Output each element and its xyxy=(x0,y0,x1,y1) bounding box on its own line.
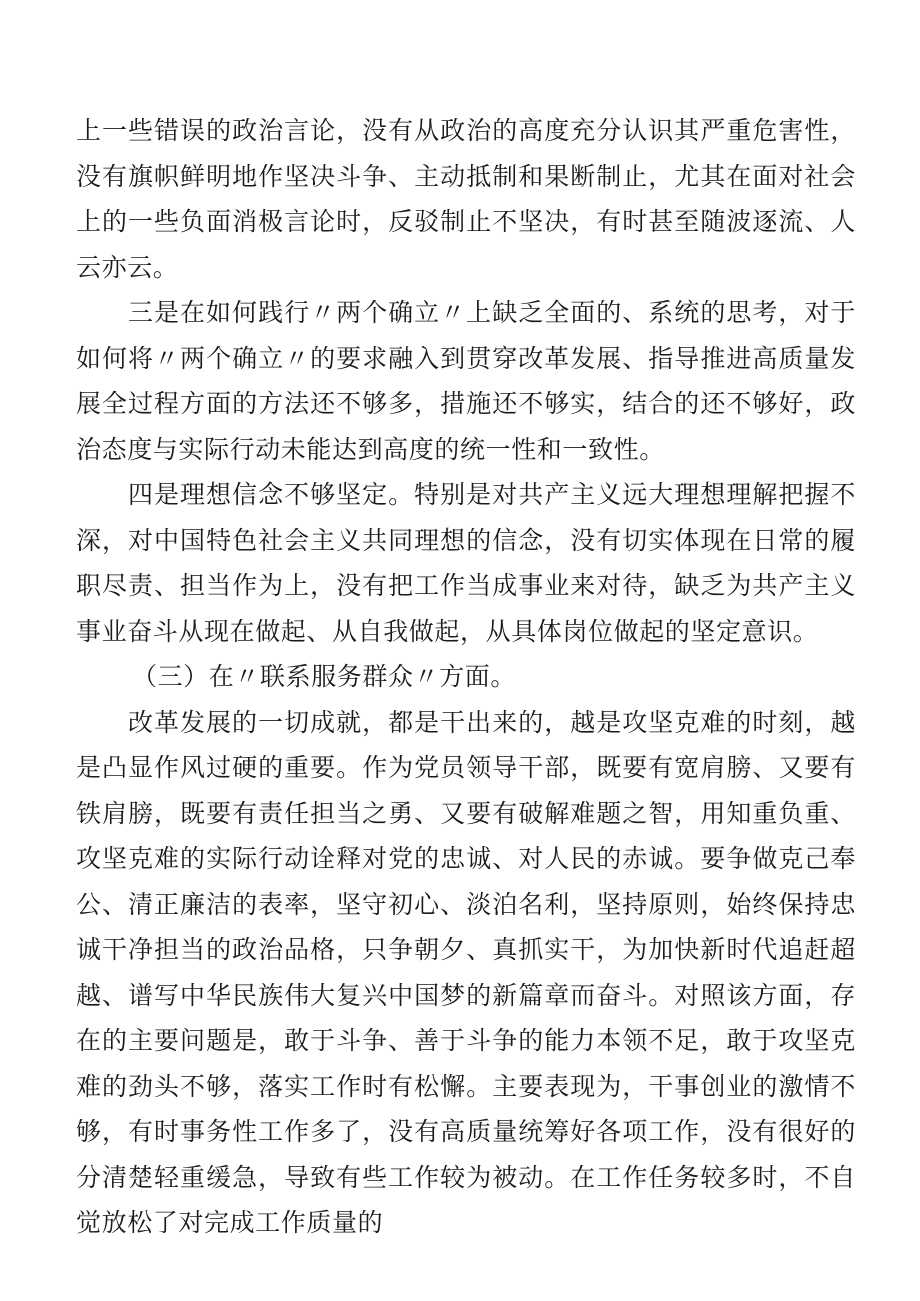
paragraph-point-four: 四是理想信念不够坚定。特别是对共产主义远大理想理解把握不深，对中国特色社会主义共同理想的信念，没有切实体现在日常的履职尽责、担当作为上，没有把工作当成事业来对待，缺乏为共产主义事业奋斗从现在做起、从自我做起，从具体岗位做起的坚定意识。 xyxy=(76,480,856,646)
section-heading-three: （三）在〃联系服务群众〃方面。 xyxy=(132,662,517,691)
document-body xyxy=(76,108,856,1246)
paragraph-reform-development: 改革发展的一切成就，都是干出来的，越是攻坚克难的时刻，越是凸显作风过硬的重要。作为党员领导干部，既要有宽肩膀、又要有铁肩膀，既要有责任担当之勇、又要有破解难题之智，用知重负重、攻坚克难的实际行动诠释对党的忠诚、对人民的赤诚。要争做克己奉公、清正廉洁的表率，坚守初心、淡泊名利，坚持原则，始终保持忠诚干净担当的政治品格，只争朝夕、真抓实干，为加快新时代追赶超越、谱写中华民族伟大复兴中国梦的新篇章而奋斗。对照该方面，存在的主要问题是，敢于斗争、善于斗争的能力本领不足，敢于攻坚克难的劲头不够，落实工作时有松懈。主要表现为，干事创业的激情不够，有时事务性工作多了，没有高质量统筹好各项工作，没有很好的分清楚轻重缓急，导致有些工作较为被动。在工作任务较多时，不自觉放松了对完成工作质量的 xyxy=(76,707,856,1237)
paragraph-point-three: 三是在如何践行〃两个确立〃上缺乏全面的、系统的思考，对于如何将〃两个确立〃的要求融入到贯穿改革发展、指导推进高质量发展全过程方面的方法还不够多，措施还不够实，结合的还不够好，政治态度与实际行动未能达到高度的统一性和一致性。 xyxy=(76,298,856,464)
paragraph-continuation: 上一些错误的政治言论，没有从政治的高度充分认识其严重危害性，没有旗帜鲜明地作坚决斗争、主动抵制和果断制止，尤其在面对社会上的一些负面消极言论时，反驳制止不坚决，有时甚至随波逐流、人云亦云。 xyxy=(76,116,856,282)
